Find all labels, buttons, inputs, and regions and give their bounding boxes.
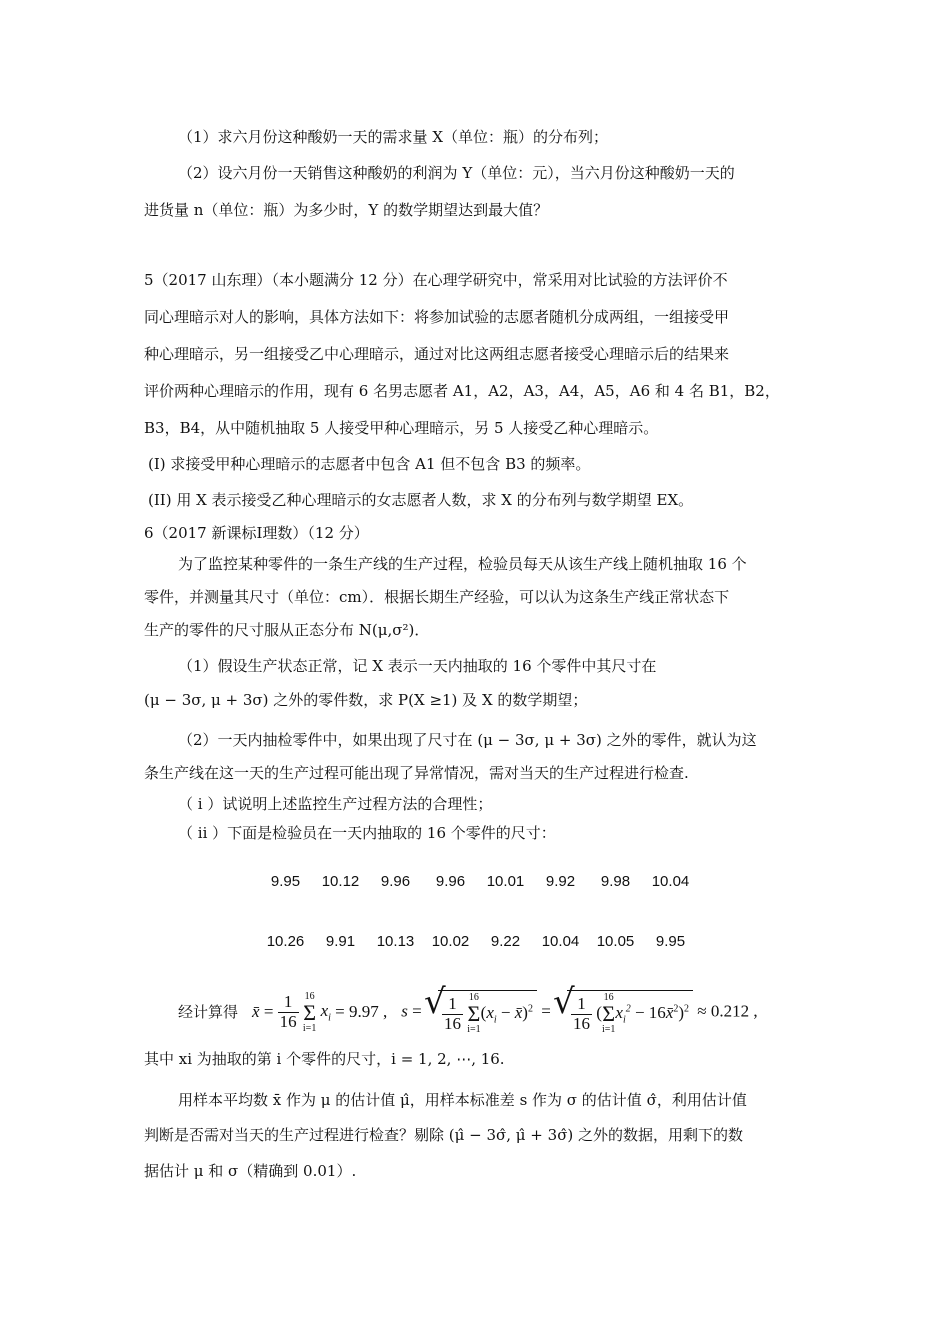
table-cell: 10.02: [431, 933, 470, 950]
q6-line2: 零件，并测量其尺寸（单位：cm）．根据长期生产经验，可以认为这条生产线正常状态下: [144, 588, 730, 606]
q5-line4: 评价两种心理暗示的作用，现有 6 名男志愿者 A1，A2，A3，A4，A5，A6 和 4 名 B1，B2，: [144, 382, 780, 400]
table-cell: 9.91: [325, 933, 356, 950]
table-cell: 9.96: [380, 873, 411, 890]
q6-estimate-line1: 用样本平均数 x̄ 作为 μ 的估计值 μ̂，用样本标准差 s 作为 σ 的估计值 σ̂，利用估计值: [178, 1091, 747, 1109]
q4-part2-line2: 进货量 n（单位：瓶）为多少时，Y 的数学期望达到最大值？: [144, 201, 549, 219]
table-cell: 10.05: [596, 933, 635, 950]
table-cell: 9.96: [435, 873, 466, 890]
calc-mean: x̄ = $\frac{1}{16}$ 16 Σ i=1 $x_i = 9.97$ ,: [252, 990, 388, 1034]
table-row: [258, 912, 698, 972]
table-cell: 9.98: [600, 873, 631, 890]
q5-line2: 同心理暗示对人的影响，具体方法如下：将参加试验的志愿者随机分成两组，一组接受甲: [144, 308, 730, 326]
q6-line1: 为了监控某种零件的一条生产线的生产过程，检验员每天从该生产线上随机抽取 16 个: [178, 555, 747, 573]
table-cell: 10.04: [651, 873, 690, 890]
q6-heading: 6（2017 新课标Ⅰ理数）（12 分）: [144, 524, 369, 542]
q6-sub2-line2: 条生产线在这一天的生产过程可能出现了异常情况，需对当天的生产过程进行检查.: [144, 764, 689, 782]
q6-estimate-line2: 判断是否需对当天的生产过程进行检查？剔除 (μ̂ − 3σ̂, μ̂ + 3σ̂) 之外的数据，用剩下的数: [144, 1126, 744, 1144]
table-cell: 10.01: [486, 873, 525, 890]
table-cell: 10.13: [376, 933, 415, 950]
q6-line3: 生产的零件的尺寸服从正态分布 N(μ,σ²)．: [144, 621, 430, 639]
q5-line5: B3，B4，从中随机抽取 5 人接受甲种心理暗示，另 5 人接受乙种心理暗示。: [144, 419, 659, 437]
table-row: [258, 852, 698, 912]
measurement-table: [258, 852, 698, 972]
table-cell: 9.22: [490, 933, 521, 950]
table-cell: 10.04: [541, 933, 580, 950]
calc-line: [178, 990, 758, 1035]
q5-line3: 种心理暗示，另一组接受乙中心理暗示，通过对比这两组志愿者接受心理暗示后的结果来: [144, 345, 730, 363]
q6-sub2-line1: （2）一天内抽检零件中，如果出现了尺寸在 (μ − 3σ, μ + 3σ) 之外的零件，就认为这: [178, 731, 757, 749]
q6-where: 其中 xi 为抽取的第 i 个零件的尺寸，i = 1, 2, ⋯, 16.: [144, 1050, 505, 1068]
table-cell: 9.95: [270, 873, 301, 890]
table-cell: 9.95: [655, 933, 686, 950]
q5-line1: 5（2017 山东理）（本小题满分 12 分）在心理学研究中，常采用对比试验的方法评价不: [144, 271, 728, 289]
table-cell: 9.92: [545, 873, 576, 890]
calc-prefix: 经计算得: [178, 1003, 239, 1021]
table-cell: 10.12: [321, 873, 360, 890]
q5-part2: (II) 用 X 表示接受乙种心理暗示的女志愿者人数，求 X 的分布列与数学期望 EX。: [148, 491, 694, 509]
q6-estimate-line3: 据估计 μ 和 σ（精确到 0.01）.: [144, 1162, 357, 1180]
q4-part2-line1: （2）设六月份一天销售这种酸奶的利润为 Y（单位：元），当六月份这种酸奶一天的: [178, 164, 735, 182]
q5-part1: (I) 求接受甲种心理暗示的志愿者中包含 A1 但不包含 B3 的频率。: [148, 455, 591, 473]
q6-item-i: （ i ）试说明上述监控生产过程方法的合理性；: [178, 795, 493, 813]
calc-stddev: s = √ $\frac{1}{16}$ 16 Σ $i=1(x_i$ − x̄)$^2$ = √ $\frac{1}{16}$ (16 Σ $i=1x_i^2$ − 16x̄$^2$)$^2$ ≈ 0.212 ,: [401, 990, 757, 1035]
q6-sub1-line2: (μ − 3σ, μ + 3σ) 之外的零件数，求 P(X ≥1) 及 X 的数学期望；: [144, 691, 588, 709]
q4-part1: （1）求六月份这种酸奶一天的需求量 X（单位：瓶）的分布列；: [178, 128, 608, 146]
q6-item-ii: （ ii ）下面是检验员在一天内抽取的 16 个零件的尺寸：: [178, 824, 556, 842]
q6-sub1-line1: （1）假设生产状态正常，记 X 表示一天内抽取的 16 个零件中其尺寸在: [178, 657, 657, 675]
table-cell: 10.26: [266, 933, 305, 950]
